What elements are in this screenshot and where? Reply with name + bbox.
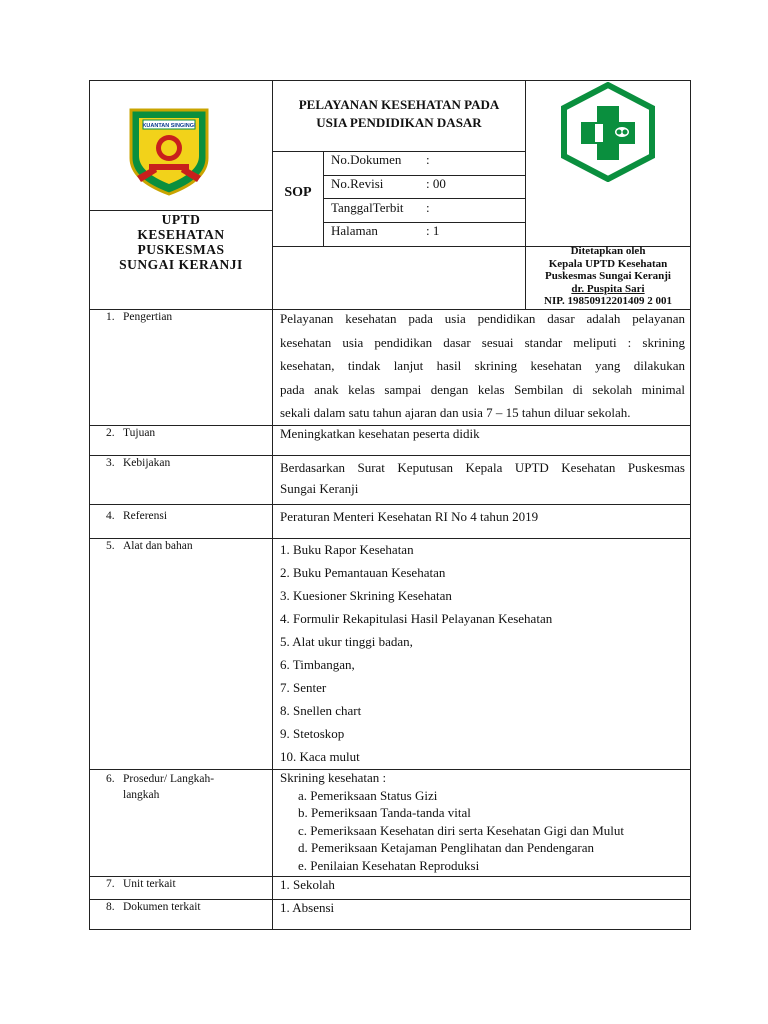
meta-label: Halaman	[331, 223, 378, 238]
row-content-prosedur	[280, 769, 685, 875]
document-title: PELAYANAN KESEHATAN PADA USIA PENDIDIKAN DASAR	[298, 97, 500, 130]
kuantan-singingi-logo	[127, 106, 211, 196]
list-item: c. Pemeriksaan Kesehatan diri serta Kesehatan Gigi dan Mulut	[298, 822, 624, 838]
list-item: 8. Snellen chart	[280, 703, 362, 718]
list-item: d. Pemeriksaan Ketajaman Penglihatan dan Pendengaran	[298, 840, 595, 856]
approver-name: dr. Puspita Sari	[571, 282, 645, 295]
row-content-dokumen-terkait: 1. Absensi	[280, 900, 335, 915]
approval-line: Ditetapkan oleh	[570, 245, 646, 257]
row-label-unit-terkait: 7. Unit terkait	[106, 878, 176, 890]
meta-label: No.Dokumen	[331, 152, 402, 167]
meta-value: :	[426, 200, 430, 215]
row-label-kebijakan: 3. Kebijakan	[106, 457, 171, 469]
puskesmas-logo	[559, 82, 657, 182]
approval-line: Kepala UPTD Kesehatan	[548, 257, 668, 270]
list-item: 2. Buku Pemantauan Kesehatan	[280, 565, 446, 580]
list-item: b. Pemeriksaan Tanda-tanda vital	[298, 805, 471, 821]
list-item: 4. Formulir Rekapitulasi Hasil Pelayanan Kesehatan	[280, 611, 553, 626]
procedure-intro: Skrining kesehatan :	[280, 770, 387, 785]
unit-name: UPTD KESEHATAN PUSKESMAS SUNGAI KERANJI	[119, 212, 243, 272]
row-label-alat-dan-bahan: 5. Alat dan bahan	[106, 540, 193, 552]
row-label-prosedur: 6. Prosedur/ Langkah- langkah	[106, 773, 215, 801]
row-content-kebijakan: Berdasarkan Surat Keputusan Kepala UPTD Kesehatan Puskesmas Sungai Keranji	[280, 460, 685, 496]
sop-label: SOP	[284, 185, 312, 200]
row-content-pengertian: Pelayanan kesehatan pada usia pendidikan dasar adalah pelayanan kesehatan usia pendidikan dasar sesuai standar meliputi : skrining kesehatan, tindak lanjut hasil skrining kesehatan yang dilakukan pada anak kelas sampai dengan kelas Sembilan di sekolah minimal sekali dalam satu tahun ajaran dan usia 7 – 15 tahun diluar sekolah.	[280, 311, 685, 420]
list-item: 10. Kaca mulut	[280, 749, 360, 764]
row-content-unit-terkait: 1. Sekolah	[280, 877, 335, 892]
meta-label: TanggalTerbit	[331, 200, 404, 215]
list-item: 9. Stetoskop	[280, 726, 345, 741]
list-item: 1. Buku Rapor Kesehatan	[280, 542, 414, 557]
approval-line: Puskesmas Sungai Keranji	[545, 270, 671, 282]
list-item: 5. Alat ukur tinggi badan,	[280, 634, 413, 649]
row-label-referensi: 4. Referensi	[106, 510, 168, 522]
list-item: 7. Senter	[280, 680, 327, 695]
list-item: 3. Kuesioner Skrining Kesehatan	[280, 588, 452, 603]
meta-value: :	[426, 152, 430, 167]
row-label-tujuan: 2. Tujuan	[106, 427, 156, 439]
approver-nip: NIP. 19850912201409 2 001	[544, 295, 672, 307]
list-item: a. Pemeriksaan Status Gizi	[298, 787, 438, 803]
list-item: 6. Timbangan,	[280, 657, 355, 672]
meta-value: : 00	[426, 176, 446, 191]
meta-value: : 1	[426, 223, 440, 238]
meta-label: No.Revisi	[331, 176, 384, 191]
approval-block	[527, 245, 689, 308]
row-label-pengertian: 1. Pengertian	[106, 311, 173, 323]
svg-text:KUANTAN SINGINGI: KUANTAN SINGINGI	[142, 123, 196, 129]
list-item: e. Penilaian Kesehatan Reproduksi	[298, 857, 480, 873]
row-content-referensi: Peraturan Menteri Kesehatan RI No 4 tahun 2019	[280, 509, 539, 524]
row-label-dokumen-terkait: 8. Dokumen terkait	[106, 901, 201, 913]
row-content-tujuan: Meningkatkan kesehatan peserta didik	[280, 426, 480, 441]
row-content-alat-dan-bahan	[280, 538, 685, 768]
